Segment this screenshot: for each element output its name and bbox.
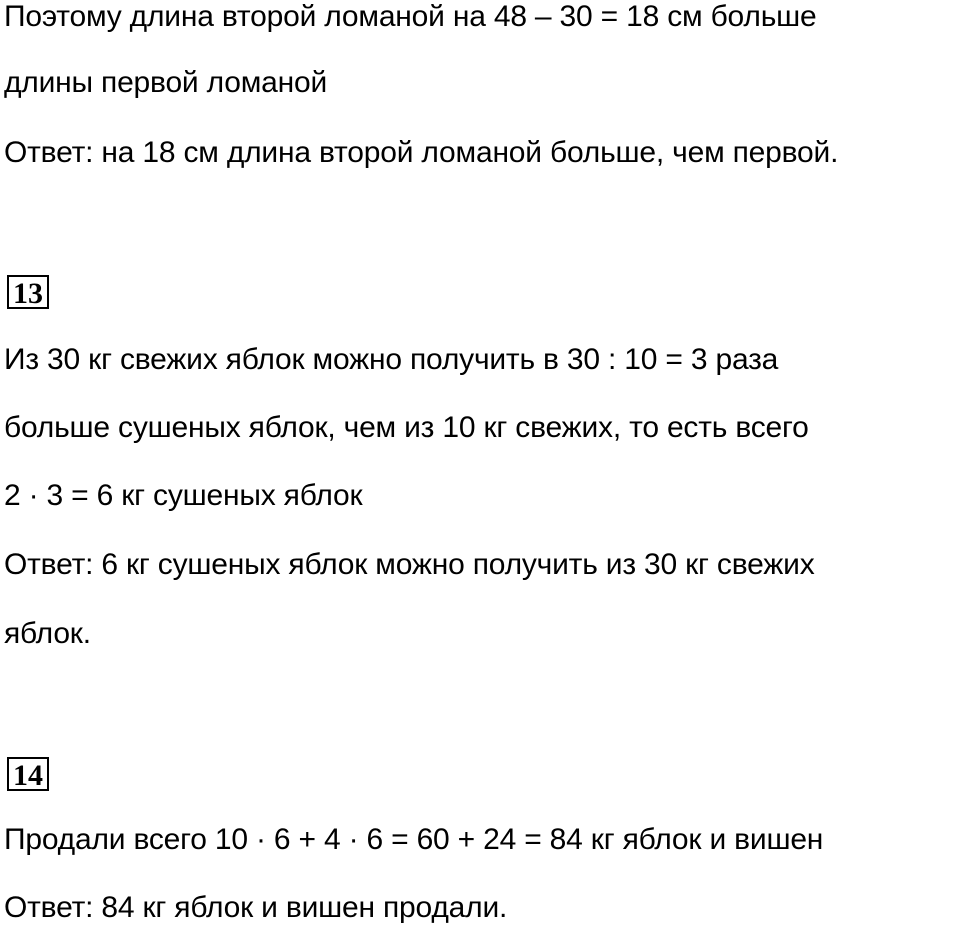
answer-line-continued: яблок. xyxy=(4,617,91,650)
text-line: 2 · 3 = 6 кг сушеных яблок xyxy=(4,479,363,512)
text-line: Из 30 кг свежих яблок можно получить в 30 : 10 = 3 раза xyxy=(4,343,779,376)
text-line: длины первой ломаной xyxy=(4,66,328,99)
text-line: Поэтому длина второй ломаной на 48 – 30 = 18 см больше xyxy=(4,0,817,33)
text-line: Продали всего 10 · 6 + 4 · 6 = 60 + 24 = 84 кг яблок и вишен xyxy=(4,823,824,856)
answer-line: Ответ: на 18 см длина второй ломаной больше, чем первой. xyxy=(4,136,839,169)
task-number-box: 14 xyxy=(7,757,49,791)
answer-line: Ответ: 84 кг яблок и вишен продали. xyxy=(4,891,508,924)
task-number-box: 13 xyxy=(7,275,49,309)
text-line: больше сушеных яблок, чем из 10 кг свежих, то есть всего xyxy=(4,411,809,444)
answer-line: Ответ: 6 кг сушеных яблок можно получить из 30 кг свежих xyxy=(4,548,815,581)
